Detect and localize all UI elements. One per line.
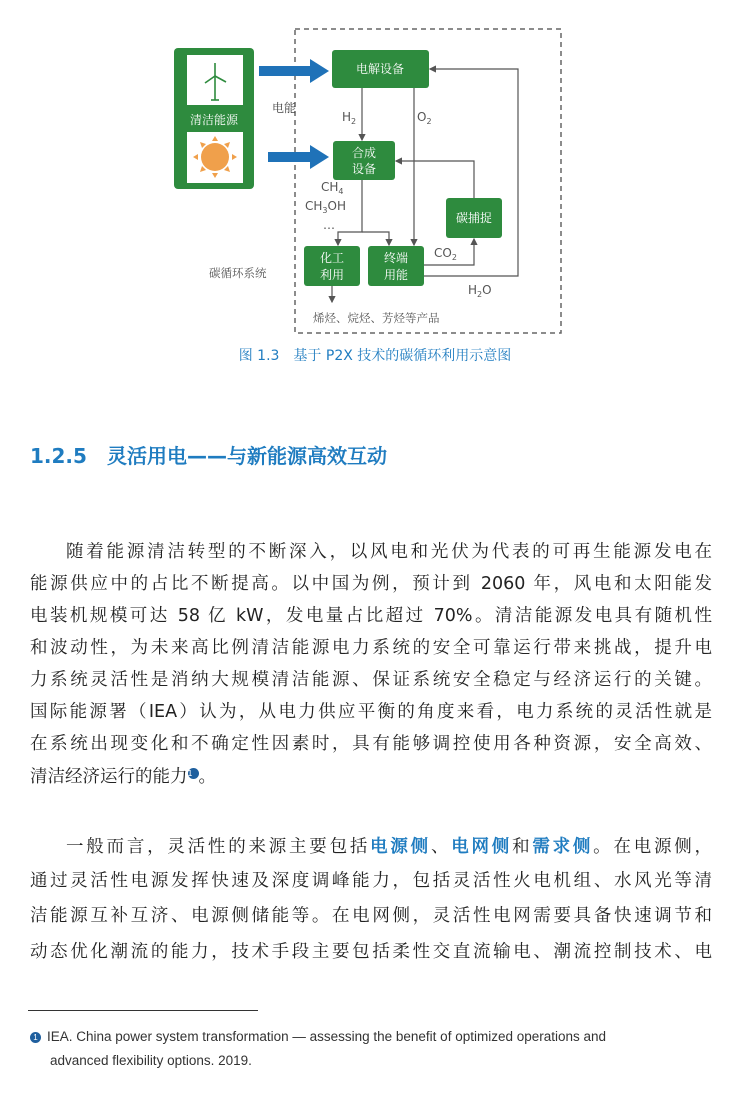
text-span: 、 (430, 837, 452, 857)
chem-label-2: 利用 (319, 268, 345, 282)
text-span: 。 (198, 767, 216, 787)
footnote-text: IEA. China power system transformation — assessing the benefit of optimized operations and (47, 1029, 607, 1044)
text-line: 国际能源署（IEA）认为，从电力供应平衡的角度来看，电力系统的灵活性就是 (30, 702, 712, 722)
text-span: 清洁经济运行的能力 (30, 767, 188, 787)
text-line: 洁能源互补互济、电源侧储能等。在电网侧，灵活性电网需要具备快速调节和 (30, 906, 712, 926)
ellipsis-label: … (323, 218, 335, 232)
h2-label: $H_2$ (342, 110, 357, 126)
text-span: 一般而言，灵活性的来源主要包括 (66, 837, 371, 857)
highlight-grid-side: 电网侧 (451, 837, 513, 857)
footnote-number: 1 (30, 1032, 41, 1043)
text-line: 电装机规模可达 58 亿 kW，发电量占比超过 70%。清洁能源发电具有随机性 (30, 606, 712, 626)
footnote-line-1 (30, 1028, 606, 1046)
end-label-1: 终端 (383, 251, 409, 265)
text-line (30, 765, 712, 789)
footnote-marker[interactable]: 1 (188, 768, 199, 779)
ch3oh-label: $CH_3OH$ (305, 199, 346, 215)
text-line: 动态优化潮流的能力，技术手段主要包括柔性交直流输电、潮流控制技术、电 (30, 942, 712, 962)
text-line: 通过灵活性电源发挥快速及深度调峰能力，包括灵活性火电机组、水风光等清 (30, 871, 712, 891)
text-span: 和 (512, 837, 533, 857)
h2o-label: $H_2O$ (468, 283, 492, 299)
footnote-divider (28, 1010, 258, 1011)
text-line: 随着能源清洁转型的不断深入，以风电和光伏为代表的可再生能源发电在 (66, 542, 712, 562)
capture-label: 碳捕捉 (455, 211, 493, 225)
text-line: 力系统灵活性是消纳大规模清洁能源、保证系统安全稳定与经济运行的关键。 (30, 670, 712, 690)
clean-energy-label: 清洁能源 (189, 113, 239, 127)
highlight-demand-side: 需求侧 (532, 837, 594, 857)
p2x-carbon-cycle-diagram (0, 0, 750, 340)
figure-caption: 图 1.3 基于 P2X 技术的碳循环利用示意图 (238, 348, 512, 364)
chem-label-1: 化工 (319, 251, 345, 265)
text-line: 能源供应中的占比不断提高。以中国为例，预计到 2060 年，风电和太阳能发 (30, 574, 712, 594)
electrolysis-label: 电解设备 (355, 62, 405, 76)
co2-label: $CO_2$ (434, 246, 457, 262)
text-line: 和波动性，为未来高比例清洁能源电力系统的安全可靠运行带来挑战，提升电 (30, 638, 712, 658)
system-label: 碳循环系统 (209, 266, 267, 280)
ch4-label: $CH_4$ (321, 180, 344, 196)
text-line: 在系统出现变化和不确定性因素时，具有能够调控使用各种资源，安全高效、 (30, 734, 712, 754)
synthesis-label-1: 合成 (351, 146, 377, 160)
section-heading: 1.2.5 灵活用电——与新能源高效互动 (30, 444, 387, 468)
electric-label: 电能 (271, 101, 297, 115)
text-span: 。在电源侧， (593, 837, 713, 857)
end-label-2: 用能 (383, 268, 409, 282)
text-line (66, 835, 712, 859)
footnote-line-2: advanced flexibility options. 2019. (50, 1053, 252, 1068)
products-label: 烯烃、烷烃、芳烃等产品 (313, 311, 440, 325)
o2-label: $O_2$ (417, 110, 432, 126)
synthesis-label-2: 设备 (351, 162, 377, 176)
highlight-supply-side: 电源侧 (370, 837, 431, 857)
